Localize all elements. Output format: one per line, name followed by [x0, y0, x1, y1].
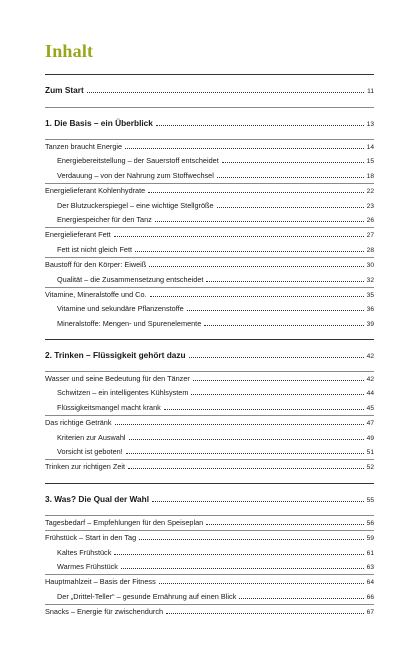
page-number: 26	[366, 216, 374, 224]
toc-subentry[interactable]: Fett ist nicht gleich Fett 28	[45, 243, 374, 257]
page-number: 22	[366, 188, 374, 196]
toc-subentry[interactable]: Kaltes Frühstück 61	[45, 546, 374, 560]
toc-subentry[interactable]: Qualität – die Zusammensetzung entscheidet 32	[45, 273, 374, 287]
toc-subentry[interactable]: Energiebereitstellung – der Sauerstoff entscheidet 15	[45, 154, 374, 168]
page-number: 42	[366, 353, 374, 361]
page-number: 18	[366, 172, 374, 180]
toc-chapter-zum-start[interactable]: Zum Start 11	[45, 82, 374, 99]
page-number: 32	[366, 276, 374, 284]
page-number: 63	[366, 563, 374, 571]
page-number: 13	[366, 121, 374, 128]
page-number: 52	[366, 464, 374, 472]
toc-subentry[interactable]: Energiespeicher für den Tanz 26	[45, 213, 374, 227]
toc-entry[interactable]: Baustoff für den Körper: Eiweiß 30	[45, 258, 374, 272]
page-number: 39	[366, 320, 374, 328]
page-number: 11	[367, 88, 374, 95]
page-number: 30	[366, 262, 374, 270]
page-number: 47	[366, 420, 374, 428]
page-number: 55	[366, 496, 374, 504]
toc-chapter-3[interactable]: 3. Was? Die Qual der Wahl 55	[45, 491, 374, 508]
toc-entry[interactable]: Energielieferant Kohlenhydrate 22	[45, 184, 374, 198]
page-number: 45	[366, 404, 374, 412]
toc-entry[interactable]: Tanzen braucht Energie 14	[45, 140, 374, 154]
page-number: 51	[366, 449, 374, 457]
toc-chapter-1[interactable]: 1. Die Basis – ein Überblick 13	[45, 115, 374, 132]
page-number: 49	[366, 434, 374, 442]
toc-subentry[interactable]: Verdauung – von der Nahrung zum Stoffwechsel 18	[45, 169, 374, 183]
page-number: 42	[366, 376, 374, 384]
toc-subentry[interactable]: Der Blutzuckerspiegel – eine wichtige Stellgröße 23	[45, 199, 374, 213]
toc-entry[interactable]: Das richtige Getränk 47	[45, 416, 374, 430]
page-number: 56	[366, 519, 374, 527]
page-title: Inhalt	[45, 41, 94, 61]
toc-subentry[interactable]: Der „Drittel-Teller“ – gesunde Ernährung auf einen Blick 66	[45, 590, 374, 604]
toc-subentry[interactable]: Flüssigkeitsmangel macht krank 45	[45, 401, 374, 415]
toc-subentry[interactable]: Warmes Frühstück 63	[45, 560, 374, 574]
toc-entry[interactable]: Trinken zur richtigen Zeit 52	[45, 460, 374, 474]
toc-subentry[interactable]: Vorsicht ist geboten! 51	[45, 445, 374, 459]
page-number: 44	[366, 390, 374, 398]
page-number: 35	[366, 291, 374, 299]
page-number: 61	[366, 549, 374, 557]
page-number: 15	[366, 158, 374, 166]
page-number: 64	[366, 579, 374, 587]
toc-entry[interactable]: Tagesbedarf – Empfehlungen für den Speiseplan 56	[45, 516, 374, 530]
page-number: 67	[366, 609, 374, 617]
page-number: 23	[366, 202, 374, 210]
page-number: 66	[366, 593, 374, 601]
toc-entry[interactable]: Snacks – Energie für zwischendurch 67	[45, 605, 374, 619]
page-number: 28	[366, 246, 374, 254]
page-number: 36	[366, 306, 374, 314]
toc-entry[interactable]: Hauptmahlzeit – Basis der Fitness 64	[45, 575, 374, 589]
toc-subentry[interactable]: Vitamine und sekundäre Pflanzenstoffe 36	[45, 302, 374, 316]
toc-subentry[interactable]: Schwitzen – ein intelligentes Kühlsystem 44	[45, 386, 374, 400]
page-number: 27	[366, 232, 374, 240]
toc-entry[interactable]: Vitamine, Mineralstoffe und Co. 35	[45, 288, 374, 302]
toc-subentry[interactable]: Mineralstoffe: Mengen- und Spurenelemente 39	[45, 317, 374, 331]
toc-entry[interactable]: Frühstück – Start in den Tag 59	[45, 531, 374, 545]
page-number: 14	[366, 144, 374, 151]
toc-subentry[interactable]: Kriterien zur Auswahl 49	[45, 431, 374, 445]
page-number: 59	[366, 535, 374, 543]
toc-entry[interactable]: Energielieferant Fett 27	[45, 228, 374, 242]
toc-chapter-2[interactable]: 2. Trinken – Flüssigkeit gehört dazu 42	[45, 347, 374, 364]
table-of-contents	[45, 74, 374, 620]
toc-entry[interactable]: Wasser und seine Bedeutung für den Tänzer 42	[45, 372, 374, 386]
